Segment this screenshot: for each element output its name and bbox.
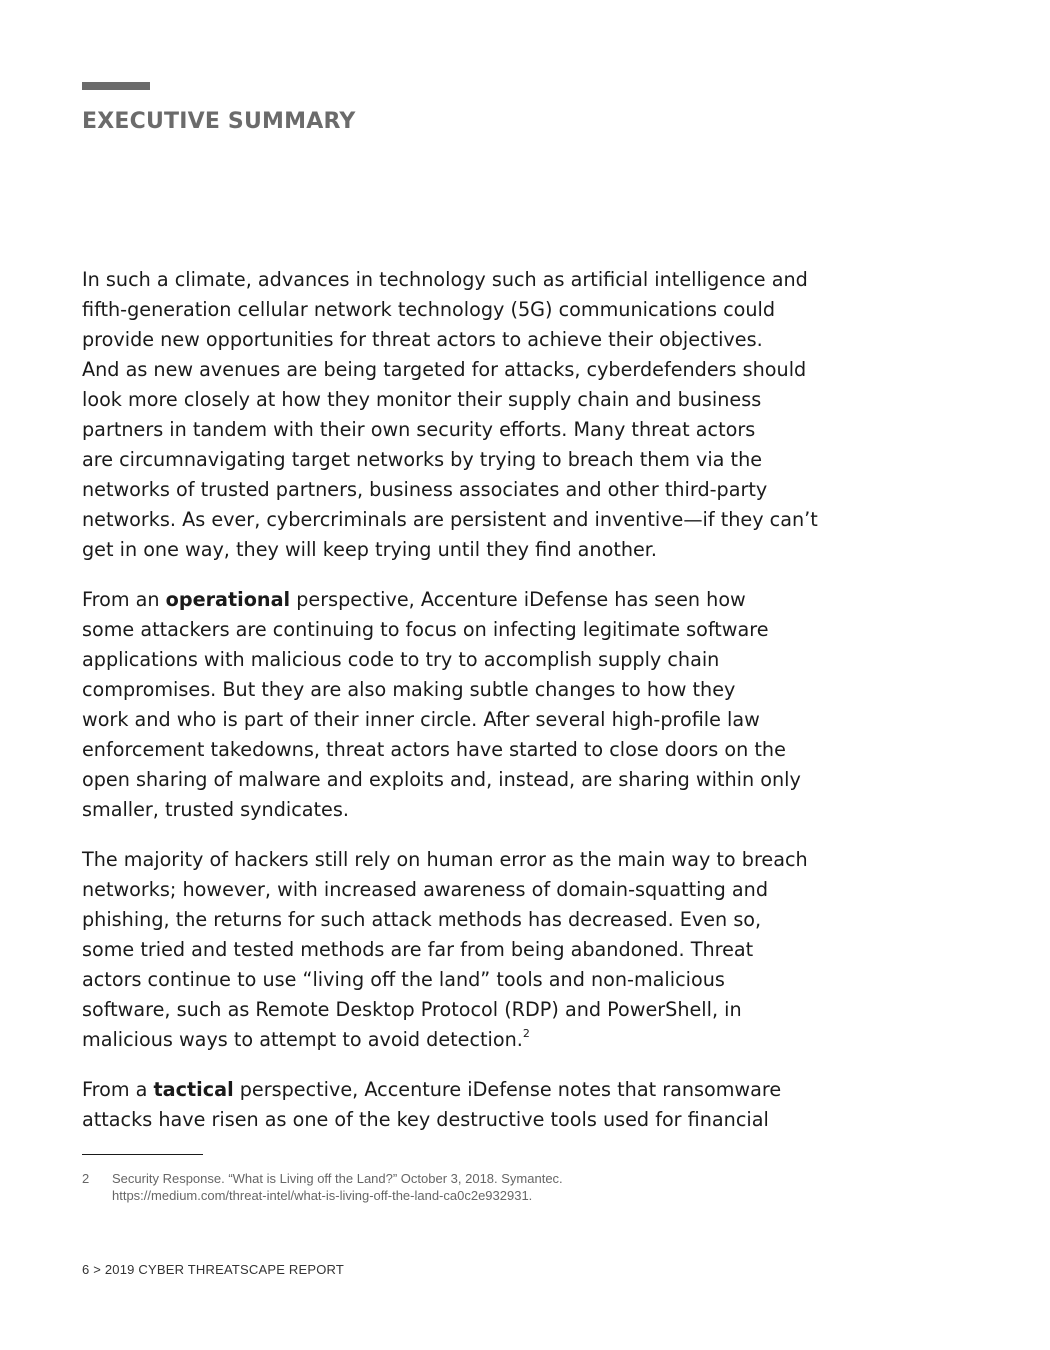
paragraph-tactical-rest: perspective, Accenture iDefense notes that ransomware attacks have risen as one of the key destructive tools used for financial [82,1078,782,1131]
footnote-text: Security Response. “What is Living off the Land?” October 3, 2018. Symantec. https://medium.com/threat-intel/what-is-living-off-the-land-ca0c2e932931. [112,1171,563,1203]
footnote-number: 2 [82,1171,90,1186]
operational-keyword: operational [165,588,291,611]
title-accent-bar [82,82,150,90]
report-title: 2019 CYBER THREATSCAPE REPORT [104,1262,345,1277]
page-footer [82,1262,344,1278]
tactical-keyword: tactical [153,1078,234,1101]
footnote-reference[interactable]: 2 [522,1026,530,1040]
paragraph-tactical-lead: From a [82,1078,154,1101]
paragraph-human-error [82,845,832,1055]
paragraph-climate: In such a climate, advances in technology such as artificial intelligence and fifth-generation cellular network technology (5G) communications could provide new opportunities for threat actors to achieve their objectives. And as new avenues are being targeted for attacks, cyberdefenders should look more closely at how they monitor their supply chain and business partners in tandem with their own security efforts. Many threat actors are circumnavigating target networks by trying to breach them via the networks of trusted partners, business associates and other third-party networks. As ever, cybercriminals are persistent and inventive—if they can’t get in one way, they will keep trying until they find another. [82,268,818,561]
footnote [82,1170,842,1204]
paragraph-human-error-text: The majority of hackers still rely on human error as the main way to breach networks; however, with increased awareness of domain-squatting and phishing, the returns for such attack methods has decreased. Even so, some tried and tested methods are far from being abandoned. Threat actors continue to use “living off the land” tools and non-malicious software, such as Remote Desktop Protocol (RDP) and PowerShell, in malicious ways to attempt to avoid detection. [82,848,808,1051]
paragraph-tactical [82,1075,832,1135]
body-text [82,265,832,1155]
footer-separator: > [93,1262,102,1277]
section-title: EXECUTIVE SUMMARY [82,109,356,134]
footnote-divider [82,1154,203,1155]
paragraph-operational [82,585,832,825]
page-number: 6 [82,1262,90,1277]
paragraph-operational-lead: From an [82,588,166,611]
paragraph-operational-rest: perspective, Accenture iDefense has seen how some attackers are continuing to focus on infecting legitimate software applications with malicious code to try to accomplish supply chain compromises. But they are also making subtle changes to how they work and who is part of their inner circle. After several high-profile law enforcement takedowns, threat actors have started to close doors on the open sharing of malware and exploits and, instead, are sharing within only smaller, trusted syndicates. [82,588,801,821]
